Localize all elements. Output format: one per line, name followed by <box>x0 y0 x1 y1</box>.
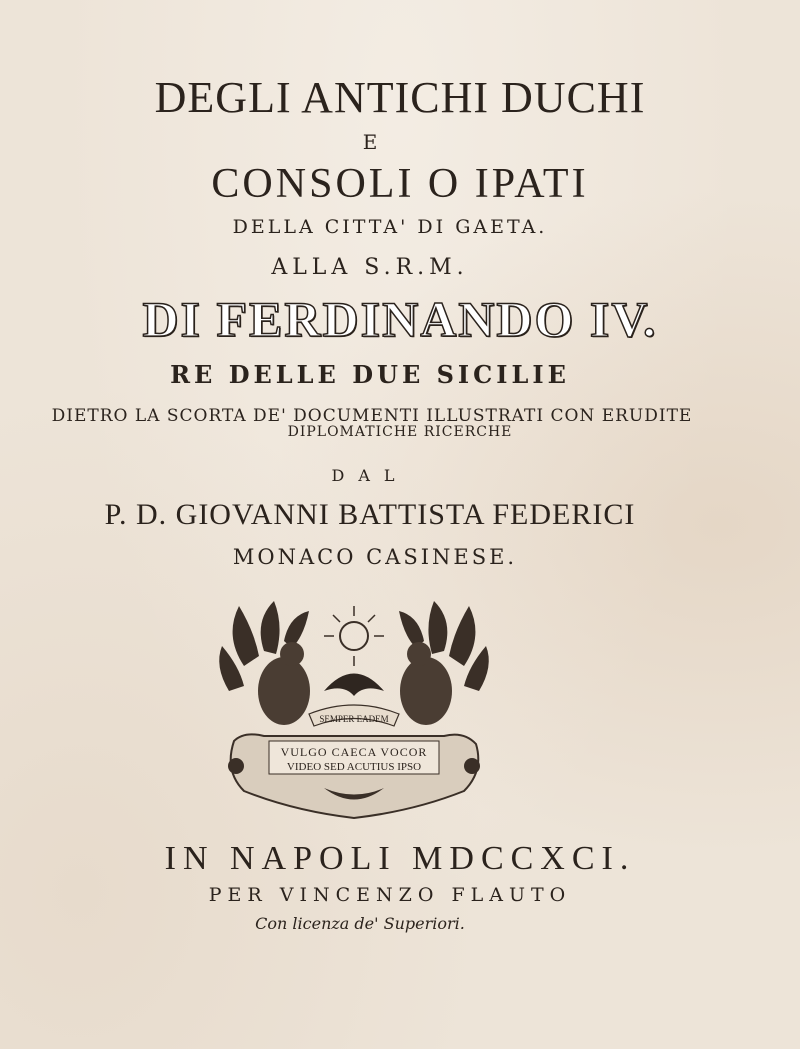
motto-line-2: VIDEO SED ACUTIUS IPSO <box>286 761 422 773</box>
author-name: P. D. GIOVANNI BATTISTA FEDERICI <box>104 498 636 531</box>
dedicatee-name: DI FERDINANDO IV. <box>142 291 658 347</box>
eagle-icon <box>324 674 384 697</box>
imprint-place-date: IN NAPOLI MDCCXCI. <box>164 840 636 877</box>
printer-mark-engraving <box>214 596 494 820</box>
subtitle-line-1: DIETRO LA SCORTA DE' DOCUMENTI ILLUSTRATI CON ERUDITE <box>51 406 693 426</box>
title-line-city: DELLA CITTA' DI GAETA. <box>232 216 548 238</box>
sun-icon <box>324 606 384 666</box>
motto-top-text: SEMPER EADEM <box>319 714 389 724</box>
author-preposition: DAL <box>331 466 409 485</box>
title-line-1: DEGLI ANTICHI DUCHI <box>154 73 646 122</box>
motto-line-1: VULGO CAECA VOCOR <box>280 745 428 759</box>
title-line-conjunction: E <box>362 130 378 154</box>
imprint-printer: PER VINCENZO FLAUTO <box>208 884 572 906</box>
dedication-line: ALLA S.R.M. <box>271 255 469 280</box>
author-affiliation: MONACO CASINESE. <box>232 545 518 569</box>
dedicatee-title: RE DELLE DUE SICILIE <box>170 360 570 389</box>
imprint-license: Con licenza de' Superiori. <box>255 914 465 933</box>
title-line-3: CONSOLI O IPATI <box>211 161 589 207</box>
subtitle-line-2: DIPLOMATICHE RICERCHE <box>287 424 513 440</box>
